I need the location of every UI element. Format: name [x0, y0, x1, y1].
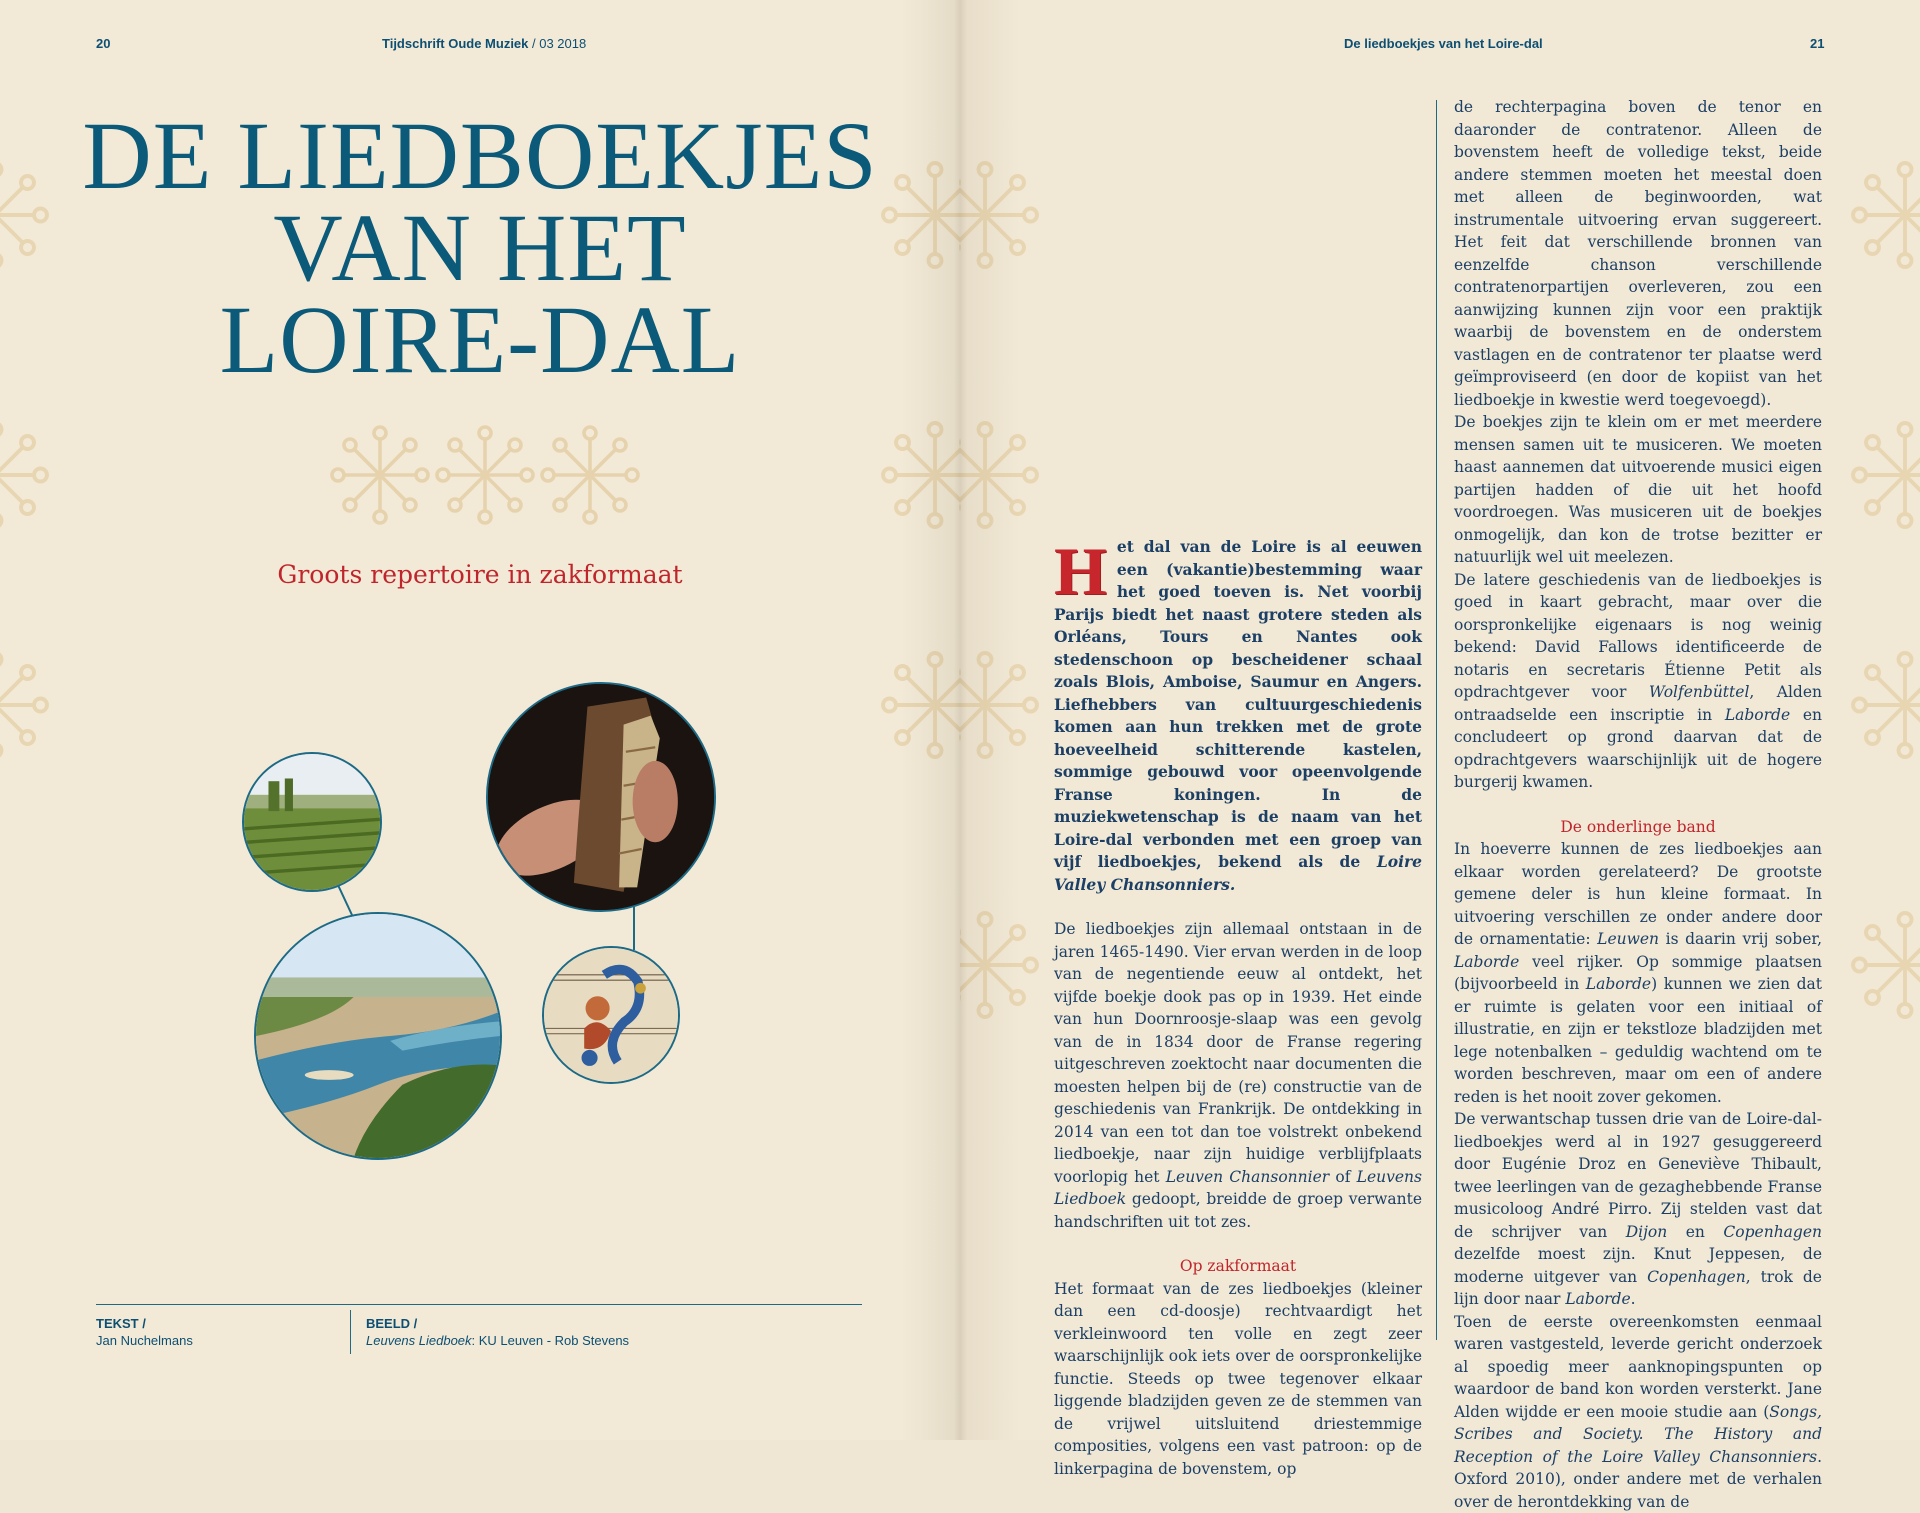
illuminated-initial-photo [542, 946, 680, 1084]
flower-ornament-icon [960, 150, 1050, 280]
title-line: DE LIEDBOEKJES [40, 110, 920, 202]
paragraph-italic: Leuwen [1597, 930, 1659, 948]
paragraph-italic: Leuvens Liedboek [1054, 1168, 1422, 1209]
flower-ornament-icon [870, 410, 960, 540]
vineyard-photo [242, 752, 382, 892]
paragraph-italic: Songs, Scribes and Society. The History and Reception of the Loire Valley Chansonniers [1454, 1403, 1822, 1466]
title-line: LOIRE-DAL [40, 294, 920, 386]
issue-number: / 03 2018 [528, 36, 586, 51]
left-page [0, 0, 960, 1440]
credits-divider [96, 1304, 862, 1305]
flower-ornament-icon [1840, 640, 1920, 770]
paragraph-italic: Laborde [1725, 706, 1790, 724]
text-credit-label: TEKST / [96, 1316, 146, 1331]
running-head-title: De liedboekjes van het Loire-dal [1344, 36, 1543, 51]
body-paragraph [1454, 569, 1822, 794]
image-credit-value [366, 1333, 629, 1348]
lead-paragraph [1054, 536, 1422, 896]
paragraph-text: In hoeverre kunnen de zes liedboekjes aan elkaar worden gerelateerd? De grootste gemene deler is hun kleine formaat. In uitvoering verschillen ze onder andere door de ornamentatie: [1454, 840, 1822, 948]
body-paragraph [1454, 1311, 1822, 1513]
body-paragraph: de rechterpagina boven de tenor en daaronder de contratenor. Alleen de bovenstem heeft de volledige tekst, beide andere stemmen moeten het meestal doen met alleen de beginwoorden, wat instrumentale uitvoering ervan suggereert. Het feit dat verschillende bronnen van eenzelfde chanson verschillende contratenorpartijen overleveren, zou een aanwijzing kunnen zijn voor een praktijk waarbij de bovenstem en de onderstem vastlagen en de contratenor ter plaatse werd geïmproviseerd (en door de kopiist van het liedboekje in kwestie werd toegevoegd). [1454, 96, 1822, 411]
flower-ornament-icon [960, 410, 1050, 540]
running-head-left [382, 36, 586, 51]
paragraph-text: , trok de lijn door naar [1454, 1268, 1822, 1309]
article-column-2 [1454, 96, 1822, 1513]
loire-river-aerial-photo [254, 912, 502, 1160]
column-rule [1436, 100, 1437, 1340]
page-number-right: 21 [1810, 36, 1824, 51]
image-credit-label: BEELD / [366, 1316, 417, 1331]
running-head-right [1344, 36, 1543, 51]
paragraph-italic: Laborde [1565, 1290, 1630, 1308]
credits-separator [350, 1310, 351, 1354]
flower-ornament-icon [870, 640, 960, 770]
paragraph-italic: Dijon [1626, 1223, 1668, 1241]
text-credit-author: Jan Nuchelmans [96, 1333, 193, 1348]
page-number-left: 20 [96, 36, 110, 51]
paragraph-text: is daarin vrij sober, [1659, 930, 1822, 948]
lead-text-italic: Loire Valley Chansonniers. [1054, 852, 1422, 894]
paragraph-italic: Leuven Chansonnier [1166, 1168, 1329, 1186]
article-subtitle: Groots repertoire in zakformaat [140, 560, 820, 589]
flower-ornament-icon [1840, 900, 1920, 1030]
paragraph-italic: Copenhagen [1723, 1223, 1822, 1241]
paragraph-text: De liedboekjes zijn allemaal ontstaan in de jaren 1465-1490. Vier ervan werden in de loop van de negentiende eeuw al ontdekt, het vijfde boekje dook pas op in 1939. Het einde van hun Doornroosje-slaap was een gevolg van de in 1834 door de Franse regering uitgeschreven zoektocht naar documenten die moesten helpen bij de (re) constructie van de geschiedenis van Frankrijk. De ontdekking in 2014 van een tot dan toe volstrekt onbekend liedboekje, naar zijn huidige verblijfplaats voorlopig het [1054, 920, 1422, 1186]
article-column-1 [1054, 536, 1422, 1480]
flower-ornament-icon [0, 640, 60, 770]
body-paragraph [1054, 918, 1422, 1233]
paragraph-text: . [1631, 1290, 1636, 1308]
paragraph-text: of [1329, 1168, 1357, 1186]
flower-ornament-icon [960, 640, 1050, 770]
paragraph-text: De verwantschap tussen drie van de Loire-dal-liedboekjes werd al in 1927 gesuggereerd door Eugénie Droz en Geneviève Thibault, twee leerlingen van de gezaghebbende Franse musicoloog André Pirro. Zij stelden vast dat de schrijver van [1454, 1110, 1822, 1241]
paragraph-text: en concludeert op grond daarvan dat de opdrachtgevers waarschijnlijk uit de hogere burgerij kwamen. [1454, 706, 1822, 792]
paragraph-text: De latere geschiedenis van de liedboekjes is goed in kaart gebracht, maar over die oorspronkelijke eigenaars is nog weinig bekend: David Fallows identificeerde de notaris en secretaris Étienne Petit als opdrachtgever voor [1454, 571, 1822, 702]
body-paragraph: Het formaat van de zes liedboekjes (kleiner dan een cd-doosje) rechtvaardigt het verkleinwoord ten volle en zegt zeer waarschijnlijk ook iets over de oorspronkelijke functie. Steeds op twee tegenover elkaar liggende bladzijden geven ze de stemmen van de vrijwel uitsluitend driestemmige composities, volgens een vast patroon: op de linkerpagina de bovenstem, op [1054, 1278, 1422, 1481]
lead-text: et dal van de Loire is al eeuwen een (vakantie)bestemming waar het goed toeven is. Net voorbij Parijs biedt het naast grotere steden als Orléans, Tours en Nantes ook stedenschoon op bescheidener schaal zoals Blois, Amboise, Saumur en Angers. Liefhebbers van cultuurgeschiedenis komen aan hun trekken met de grote hoeveelheid schitterende kastelen, sommige gebouwd voor opeenvolgende Franse koningen. In de muziekwetenschap is de naam van het Loire-dal verbonden met een groep van vijf liedboekjes, bekend als de [1054, 537, 1422, 871]
dropcap-initial: H [1054, 542, 1107, 600]
journal-name: Tijdschrift Oude Muziek [382, 36, 528, 51]
paragraph-text: . Oxford 2010), onder andere met de verhalen over de herontdekking van de [1454, 1448, 1822, 1511]
flower-ornament-icon [425, 415, 545, 535]
body-paragraph: De boekjes zijn te klein om er met meerdere mensen samen uit te musiceren. We moeten haast aannemen dat uitvoerende musici eigen partijen hadden of die uit het hoofd voordroegen. Was musiceren uit de boekjes onmogelijk, dan kon de trotse bezitter er natuurlijk wel uit meelezen. [1454, 411, 1822, 569]
chansonnier-book-in-hand-photo [486, 682, 716, 912]
paragraph-text: en [1667, 1223, 1723, 1241]
paragraph-text: Toen de eerste overeenkomsten eenmaal waren vastgesteld, leverde gericht onderzoek al spoedig meer aanknopingspunten op waardoor de band kon worden versterkt. Jane Alden wijdde er een mooie studie aan ( [1454, 1313, 1822, 1421]
image-credit-source: Leuvens Liedboek [366, 1333, 472, 1348]
body-paragraph [1454, 838, 1822, 1108]
flower-ornament-icon [0, 410, 60, 540]
paragraph-italic: Laborde [1454, 953, 1519, 971]
article-title [40, 110, 920, 386]
paragraph-italic: Laborde [1586, 975, 1651, 993]
title-line: VAN HET [40, 202, 920, 294]
flower-ornament-icon [1840, 150, 1920, 280]
paragraph-text: , Alden ontraadselde een inscriptie in [1454, 683, 1822, 724]
paragraph-text: dezelfde moest zijn. Knut Jeppesen, de moderne uitgever van [1454, 1245, 1822, 1286]
paragraph-text: ) kunnen we zien dat er ruimte is gelaten voor een initiaal of illustratie, en zijn er tekstloze bladzijden met lege notenbalken – geduldig wachtend om te worden beschreven, maar om een of andere reden is het nooit zover gekomen. [1454, 975, 1822, 1106]
paragraph-text: gedoopt, breidde de groep verwante handschriften uit tot zes. [1054, 1190, 1422, 1231]
flower-ornament-icon [960, 900, 1050, 1030]
section-heading: De onderlinge band [1454, 816, 1822, 839]
image-credit-owner: : KU Leuven - Rob Stevens [472, 1333, 630, 1348]
paragraph-text: veel rijker. Op sommige plaatsen (bijvoorbeeld in [1454, 953, 1822, 994]
paragraph-italic: Copenhagen [1647, 1268, 1746, 1286]
body-paragraph [1454, 1108, 1822, 1311]
flower-ornament-icon [320, 415, 440, 535]
flower-ornament-icon [1840, 410, 1920, 540]
paragraph-italic: Wolfenbüttel [1649, 683, 1750, 701]
flower-ornament-icon [530, 415, 650, 535]
section-heading: Op zakformaat [1054, 1255, 1422, 1278]
